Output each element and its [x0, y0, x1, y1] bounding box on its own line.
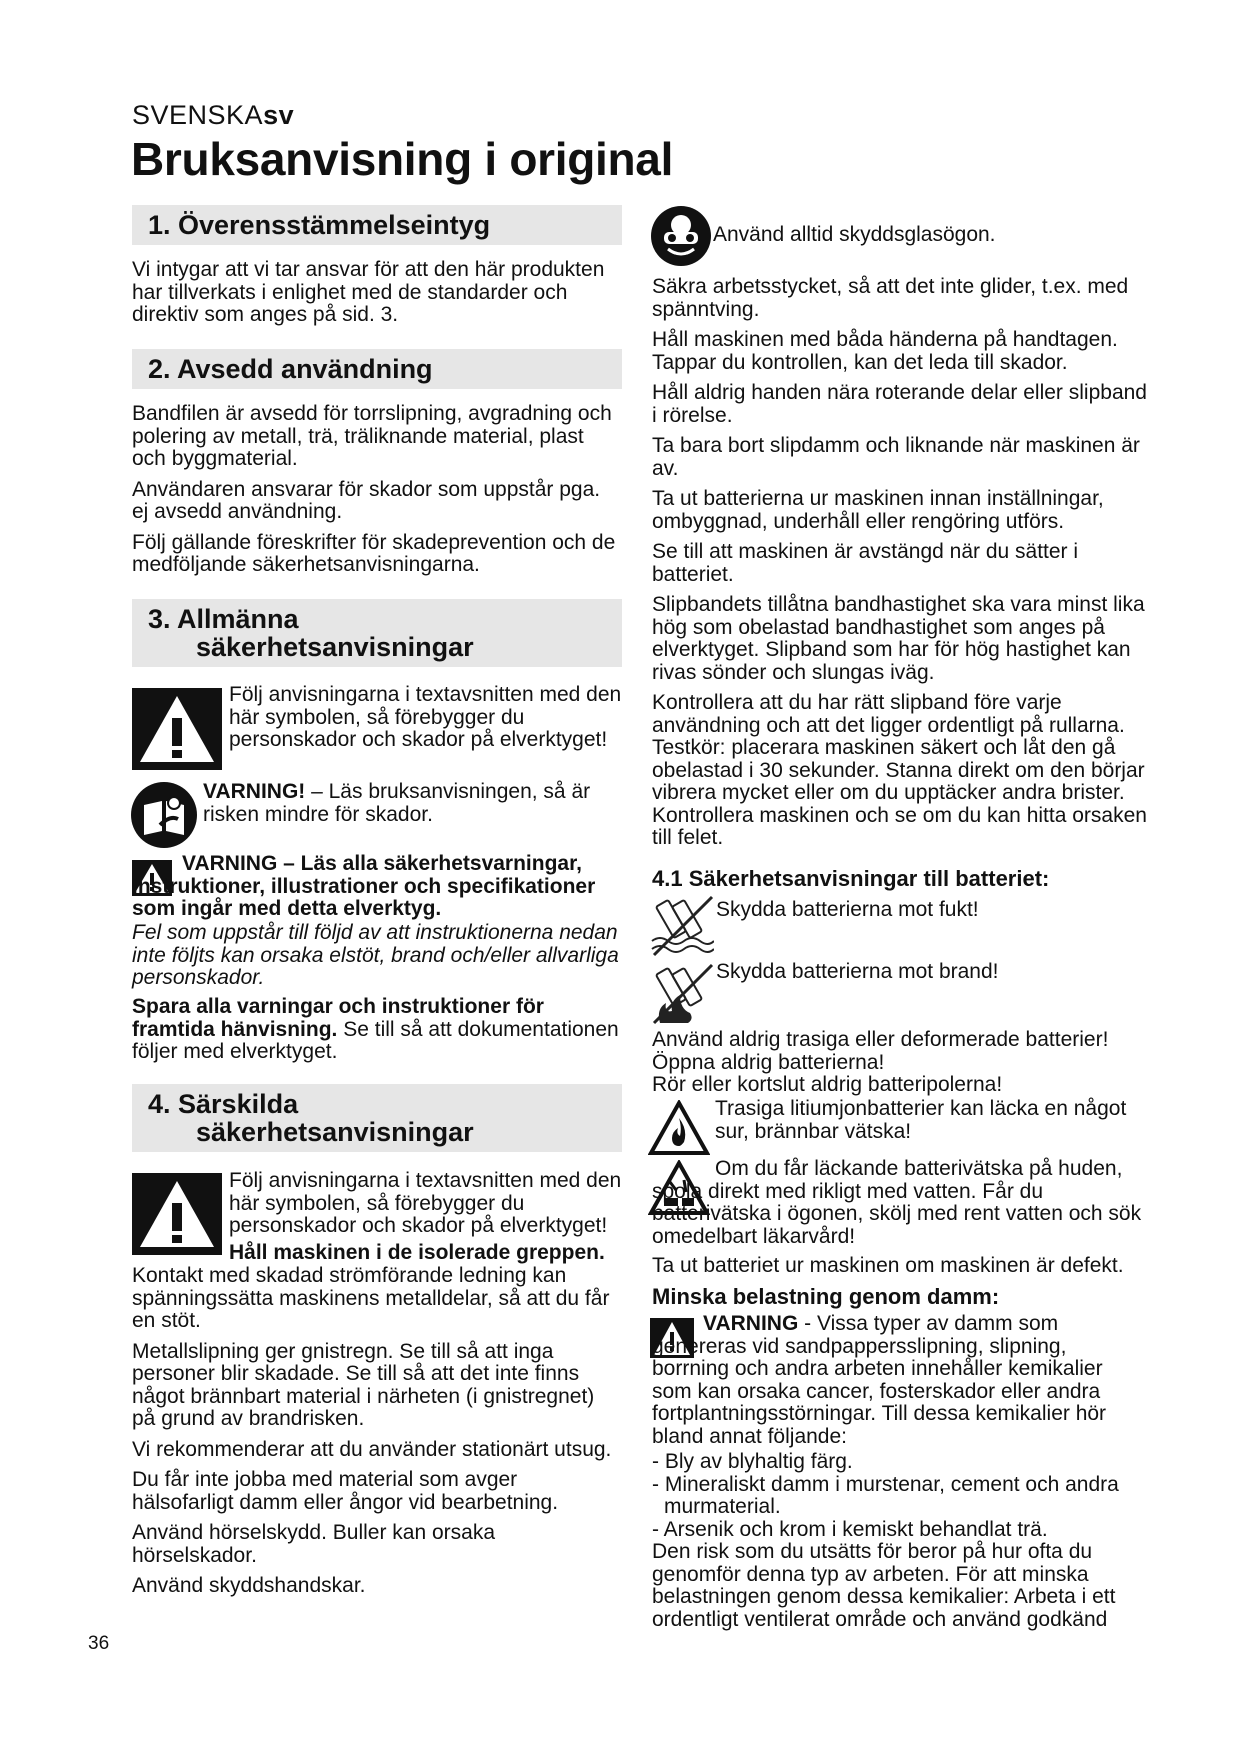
general-warning-bold: VARNING – Läs alla säkerhetsvarningar, instruktioner, illustrationer och specifikationer som ingår med detta elverktyg.	[132, 852, 596, 920]
right-p5: Ta ut batterierna ur maskinen innan inställningar, ombyggnad, underhåll eller rengöring utförs.	[652, 487, 1104, 533]
safety-goggles-icon	[650, 205, 712, 267]
battery-rule-3: Rör eller kortslut aldrig batteripolerna!	[652, 1073, 1003, 1096]
section-3-warn-text: Följ anvisningarna i textavsnitten med den här symbolen, så förebygger du personskador och skador på elverktyget!	[229, 683, 622, 751]
final-text: Den risk som du utsätts för beror på hur ofta du genomför denna typ av arbeten. För att minska belastningen genom dessa kemikalier: Arbeta i ett ordentligt ventilerat område och använd godkänd	[652, 1540, 1116, 1631]
section-1-text: Vi intygar att vi tar ansvar för att den här produkten har tillverkats i enlighet med de standarder och direktiv som anges på sid. 3.	[132, 258, 605, 326]
moisture-text: Skydda batterierna mot fukt!	[716, 898, 979, 921]
fire-text: Skydda batterierna mot brand!	[716, 960, 999, 983]
section-4-p4: Använd hörselskydd. Buller kan orsaka hörselskador.	[132, 1521, 496, 1567]
section-2-p3: Följ gällande föreskrifter för skadeprevention och de medföljande säkerhetsanvisningarna.	[132, 530, 616, 576]
chemical-item-3: - Arsenik och krom i kemiskt behandlat trä.	[652, 1517, 1048, 1541]
section-4-p2: Vi rekommenderar att du använder stationärt utsug.	[132, 1437, 612, 1461]
hold-bold-text: Håll maskinen i de isolerade greppen.	[229, 1241, 605, 1264]
right-p9: Ta ut batteriet ur maskinen om maskinen är defekt.	[652, 1254, 1124, 1277]
section-4-hold-text: Kontakt med skadad strömförande ledning kan spänningssätta maskinens metalldelar, så att du får en stöt.	[132, 1264, 610, 1332]
section-4-p3: Du får inte jobba med material som avger hälsofarligt damm eller ångor vid bearbetning.	[132, 1468, 559, 1514]
right-body-1	[652, 276, 1147, 858]
general-warning-italic: Fel som uppstår till följd av att instruktionerna nedan inte följts kan orsaka elstöt, brand och/eller allvarliga personskador.	[132, 921, 619, 989]
section-1-heading: 1. Överensstämmelseintyg	[132, 205, 622, 245]
section-2-p2: Användaren ansvarar för skador som uppstår pga. ej avsedd användning.	[132, 477, 601, 523]
battery-rule-2: Öppna aldrig batterierna!	[652, 1050, 885, 1074]
section-4-body	[132, 1265, 622, 1606]
warning-triangle-icon-2	[132, 1173, 222, 1255]
save-instructions-bold: Spara alla varningar och instruktioner för framtida hänvisning.	[132, 995, 544, 1041]
page-number: 36	[88, 1633, 110, 1654]
section-2-p1: Bandfilen är avsedd för torrslipning, avgradning och polering av metall, trä, träliknande material, plast och byggmaterial.	[132, 402, 612, 470]
right-p2: Håll maskinen med båda händerna på handtagen. Tappar du kontrollen, kan det leda till skador.	[652, 328, 1118, 374]
right-p3: Håll aldrig handen nära roterande delar eller slipband i rörelse.	[652, 381, 1147, 427]
section-4-p5: Använd skyddshandskar.	[132, 1574, 366, 1597]
section-4-heading-line1: 4. Särskilda	[148, 1089, 299, 1119]
section-4-heading-line2: säkerhetsanvisningar	[196, 1117, 474, 1147]
corrosive-text: Om du får läckande batterivätska på huden, spola direkt med rikligt med vatten. Får du batterivätska i ögonen, skölj med rent vatten och sök omedelbart läkarvård!	[652, 1157, 1142, 1248]
page-title: Bruksanvisning i original	[131, 133, 674, 185]
language-label	[132, 100, 294, 131]
dust-warning-text: - Vissa typer av damm som genereras vid sandpappersslipning, slipning, borrning och andra arbeten innehåller kemikalier som kan orsaka cancer, fosterskador eller andra fortplantningsstörningar. Till dessa kemikalier hör bland annat följande:	[652, 1312, 1107, 1448]
chemical-item-2: - Mineraliskt damm i murstenar, cement och andra murmaterial.	[652, 1472, 1119, 1518]
dust-warning-label: VARNING	[703, 1312, 799, 1335]
no-fire-icon	[650, 963, 714, 1025]
section-4-heading	[132, 1084, 622, 1152]
dust-warning	[652, 1313, 1147, 1448]
manual-warning	[203, 781, 623, 826]
battery-rules	[652, 1029, 1147, 1097]
right-p4: Ta bara bort slipdamm och liknande när maskinen är av.	[652, 434, 1140, 480]
no-moisture-icon	[650, 895, 714, 957]
section-3-heading-line2: säkerhetsanvisningar	[196, 632, 474, 662]
language-name: SVENSKA	[132, 100, 264, 130]
right-body-2	[652, 1255, 1147, 1308]
save-instructions	[132, 996, 622, 1064]
chemical-item-1: - Bly av blyhaltig färg.	[652, 1450, 853, 1473]
section-2-heading: 2. Avsedd användning	[132, 349, 622, 389]
section-3-heading-line1: 3. Allmänna	[148, 604, 299, 634]
dust-heading: Minska belastning genom damm:	[652, 1283, 1000, 1309]
section-3	[132, 599, 622, 681]
battery-safety-heading: 4.1 Säkerhetsanvisningar till batteriet:	[652, 866, 1050, 891]
right-p1: Säkra arbetsstycket, så att det inte glider, t.ex. med spänntving.	[652, 275, 1129, 321]
read-manual-icon	[130, 781, 198, 849]
section-4-warn-text: Följ anvisningarna i textavsnitten med den här symbolen, så förebygger du personskador och skador på elverktyget!	[229, 1169, 622, 1237]
section-4	[132, 1084, 622, 1166]
section-2	[132, 349, 622, 585]
manual-warning-label: VARNING!	[203, 780, 306, 803]
save-instructions-text: Se till så att dokumentationen följer med elverktyget.	[132, 1017, 619, 1063]
language-code: sv	[263, 100, 295, 130]
left-column	[132, 205, 622, 335]
battery-rule-1: Använd aldrig trasiga eller deformerade batterier!	[652, 1028, 1109, 1051]
manual-warning-text: – Läs bruksanvisningen, så är risken mindre för skador.	[203, 780, 591, 826]
section-3-heading	[132, 599, 622, 667]
goggles-text: Använd alltid skyddsglasögon.	[713, 223, 996, 246]
chemicals-list	[652, 1451, 1147, 1631]
warning-triangle-icon	[132, 688, 222, 770]
right-p6: Se till att maskinen är avstängd när du sätter i batteriet.	[652, 540, 1079, 586]
flammable-text: Trasiga litiumjonbatterier kan läcka en något sur, brännbar vätska!	[715, 1097, 1127, 1143]
right-p8: Kontrollera att du har rätt slipband före varje användning och att det ligger ordentligt på rullarna. Testkör: placerara maskinen säkert och låt den gå obelastad i 30 sekunder. Stanna direkt om den börjar vibrera mycket eller om du upptäcker andra brister. Kontrollera maskinen och se om du kan hitta orsaken till felet.	[652, 691, 1147, 849]
general-warning-block	[132, 853, 622, 921]
right-p7: Slipbandets tillåtna bandhastighet ska vara minst lika hög som obelastad bandhastighet som anges på elverktyget. Slipband som har för hög hastighet kan rivas sönder och slungas iväg.	[652, 593, 1145, 684]
section-4-p1: Metallslipning ger gnistregn. Se till så att inga personer blir skadade. Se till så att det inte finns något brännbart material i närheten (i gnistregnet) på grund av brandrisken.	[132, 1339, 595, 1430]
section-4-hold-bold	[229, 1242, 629, 1265]
flammable-icon	[648, 1100, 710, 1156]
